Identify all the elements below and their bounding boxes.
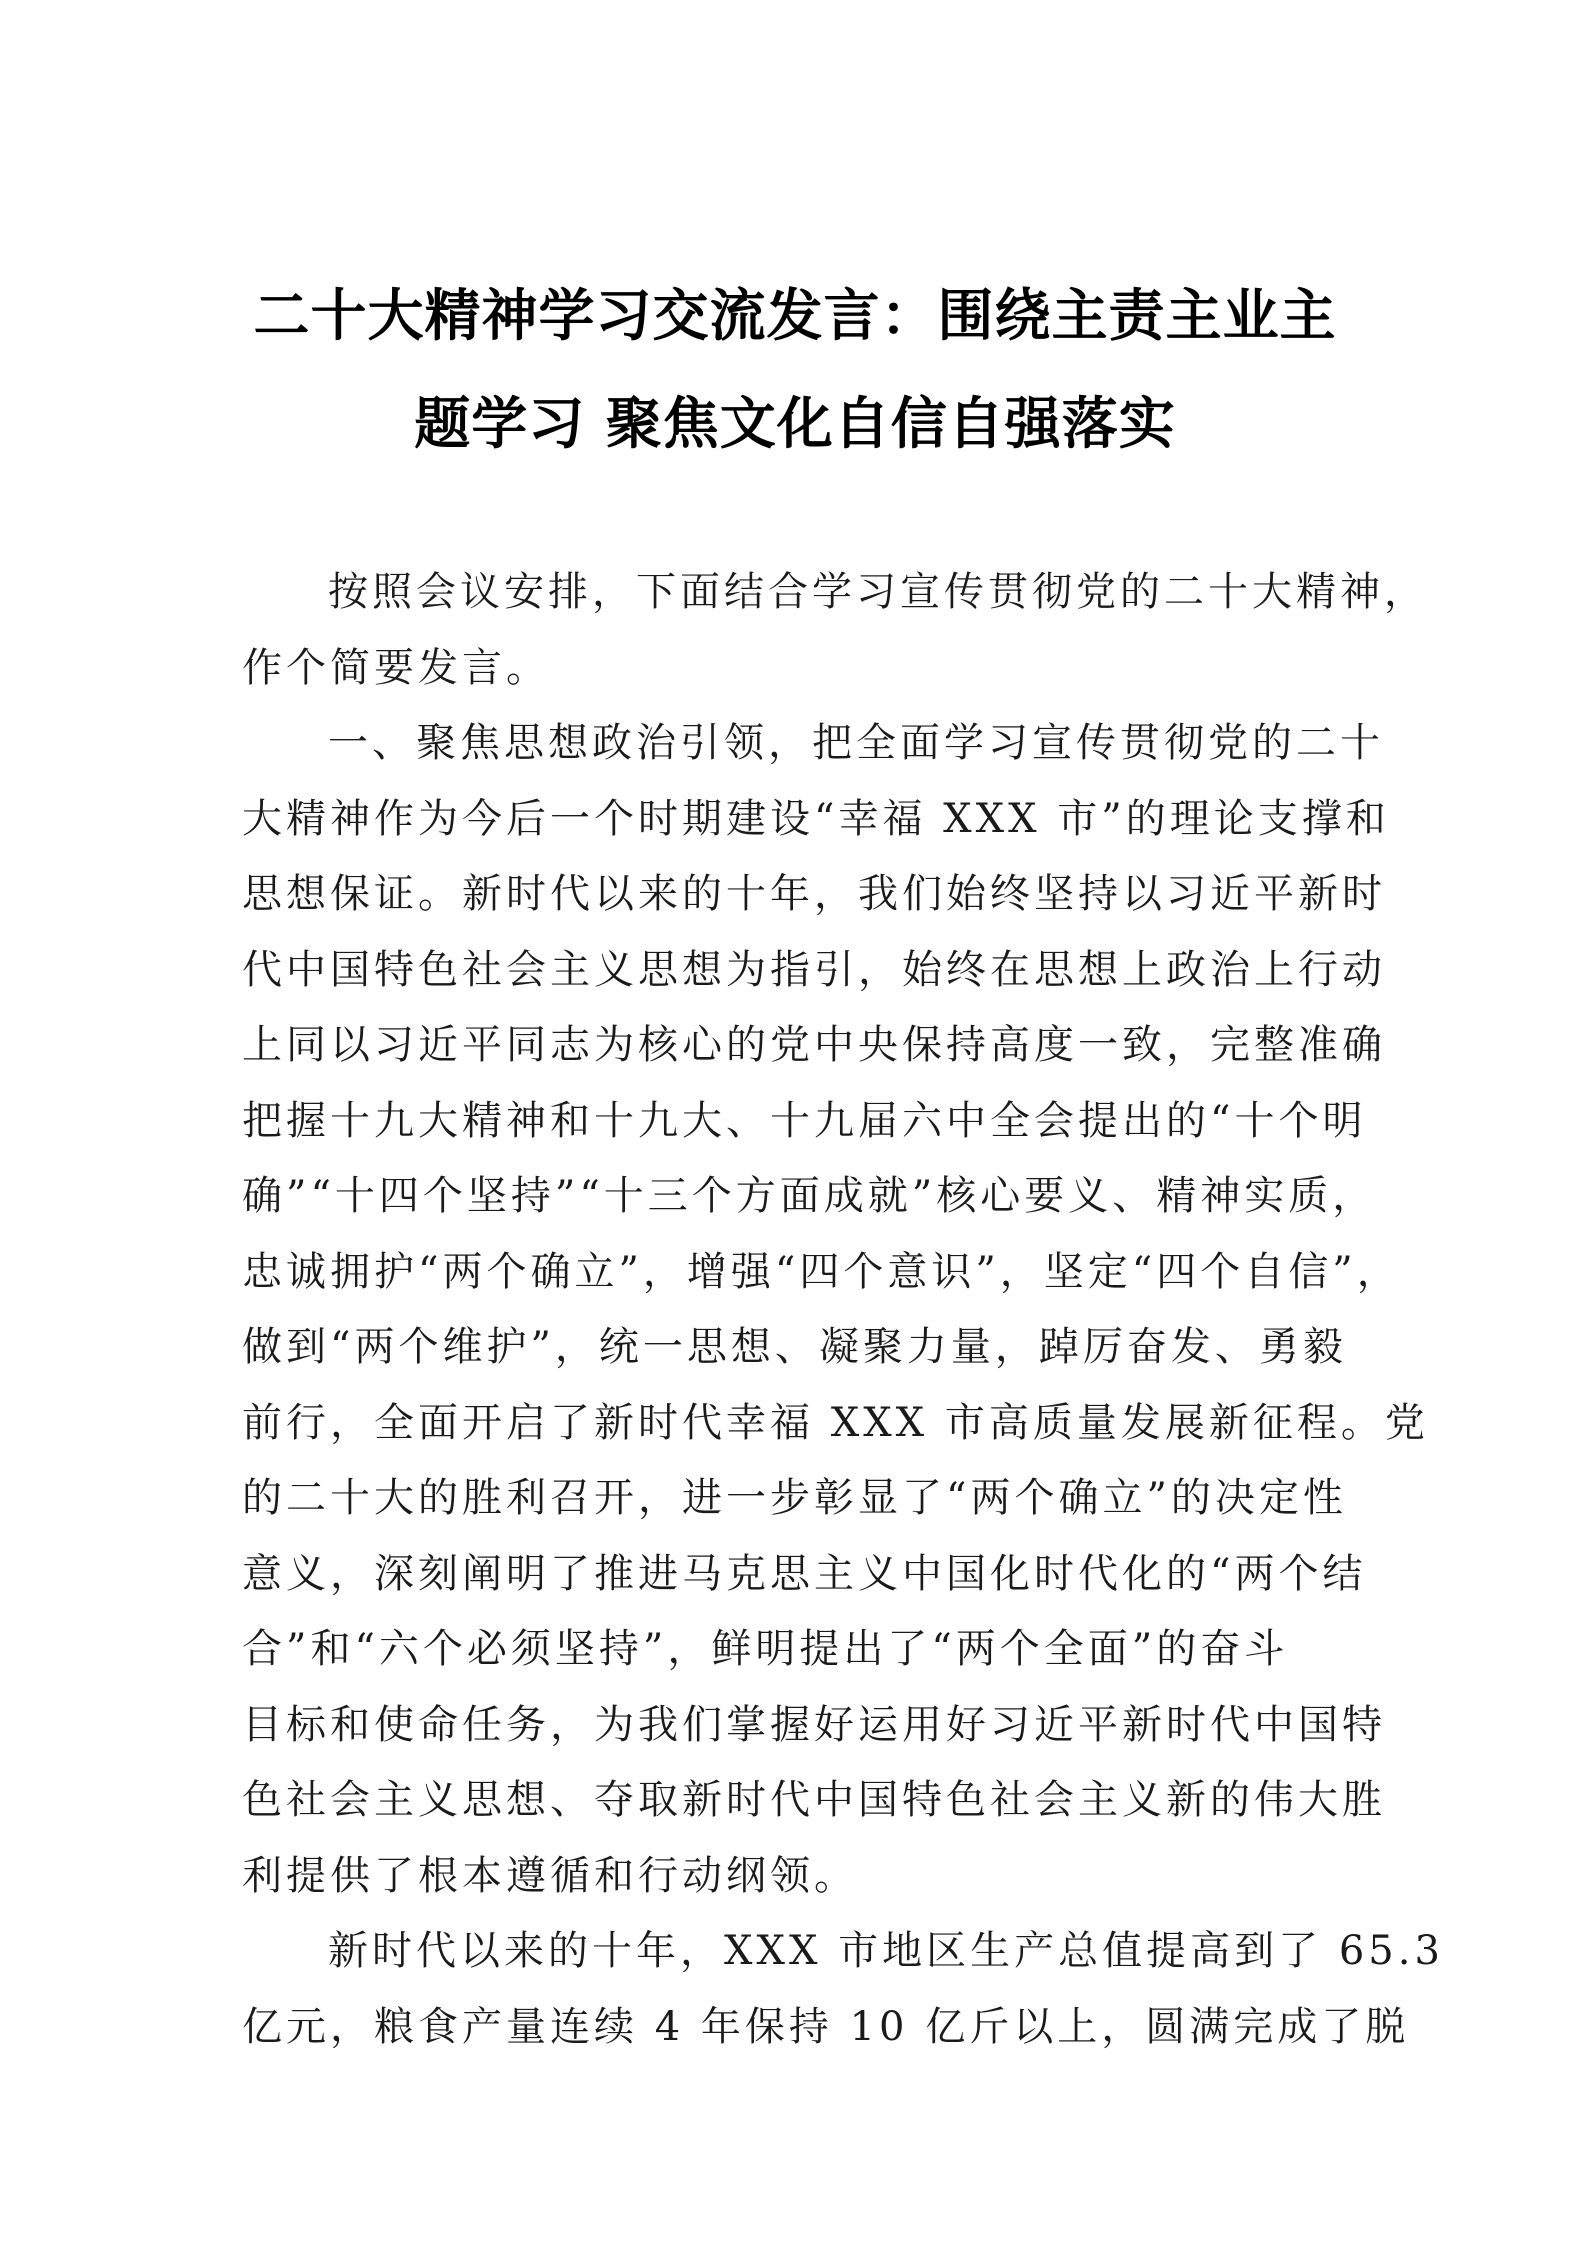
paragraph-line: 意义，深刻阐明了推进马克思主义中国化时代化的“两个结 — [242, 1550, 1367, 1597]
paragraph-line: 思想保证。新时代以来的十年，我们始终坚持以习近平新时 — [242, 871, 1386, 917]
document-title — [230, 262, 1360, 478]
paragraph-line: 利提供了根本遵循和行动纲领。 — [242, 1852, 858, 1899]
paragraph-line: 作个简要发言。 — [242, 644, 550, 691]
paragraph-line: 一、聚焦思想政治引领，把全面学习宣传贯彻党的二十 — [328, 720, 1384, 766]
paragraph-line: 代中国特色社会主义思想为指引，始终在思想上政治上行动 — [242, 946, 1386, 993]
paragraph-line: 忠诚拥护“两个确立”，增强“四个意识”，坚定“四个自信”， — [242, 1248, 1401, 1295]
paragraph-line: 前行，全面开启了新时代幸福 XXX 市高质量发展新征程。党 — [242, 1399, 1429, 1446]
paragraph-line: 确”“十四个坚持”“十三个方面成就”核心要义、精神实质， — [242, 1173, 1377, 1219]
paragraph-line: 亿元，粮食产量连续 4 年保持 10 亿斤以上，圆满完成了脱 — [242, 2003, 1410, 2050]
paragraph-line: 做到“两个维护”，统一思想、凝聚力量，踔厉奋发、勇毅 — [242, 1324, 1347, 1370]
paragraph-line: 大精神作为今后一个时期建设“幸福 XXX 市”的理论支撑和 — [242, 795, 1390, 842]
paragraph-line: 按照会议安排，下面结合学习宣传贯彻党的二十大精神， — [328, 569, 1428, 615]
title-line: 题学习 聚焦文化自信自强落实 — [414, 391, 1176, 457]
paragraph-line: 把握十九大精神和十九大、十九届六中全会提出的“十个明 — [242, 1097, 1367, 1144]
paragraph-line: 色社会主义思想、夺取新时代中国特色社会主义新的伟大胜 — [242, 1777, 1386, 1823]
paragraph-line: 上同以习近平同志为核心的党中央保持高度一致，完整准确 — [242, 1022, 1386, 1068]
paragraph-line: 合”和“六个必须坚持”，鲜明提出了“两个全面”的奋斗 — [242, 1626, 1289, 1672]
document-body — [242, 555, 1444, 2065]
paragraph-line: 的二十大的胜利召开，进一步彰显了“两个确立”的决定性 — [242, 1475, 1347, 1521]
title-line: 二十大精神学习交流发言：围绕主责主业主 — [253, 283, 1337, 349]
paragraph-line: 新时代以来的十年，XXX 市地区生产总值提高到了 65.3 — [328, 1928, 1444, 1974]
paragraph-line: 目标和使命任务，为我们掌握好运用好习近平新时代中国特 — [242, 1701, 1386, 1748]
